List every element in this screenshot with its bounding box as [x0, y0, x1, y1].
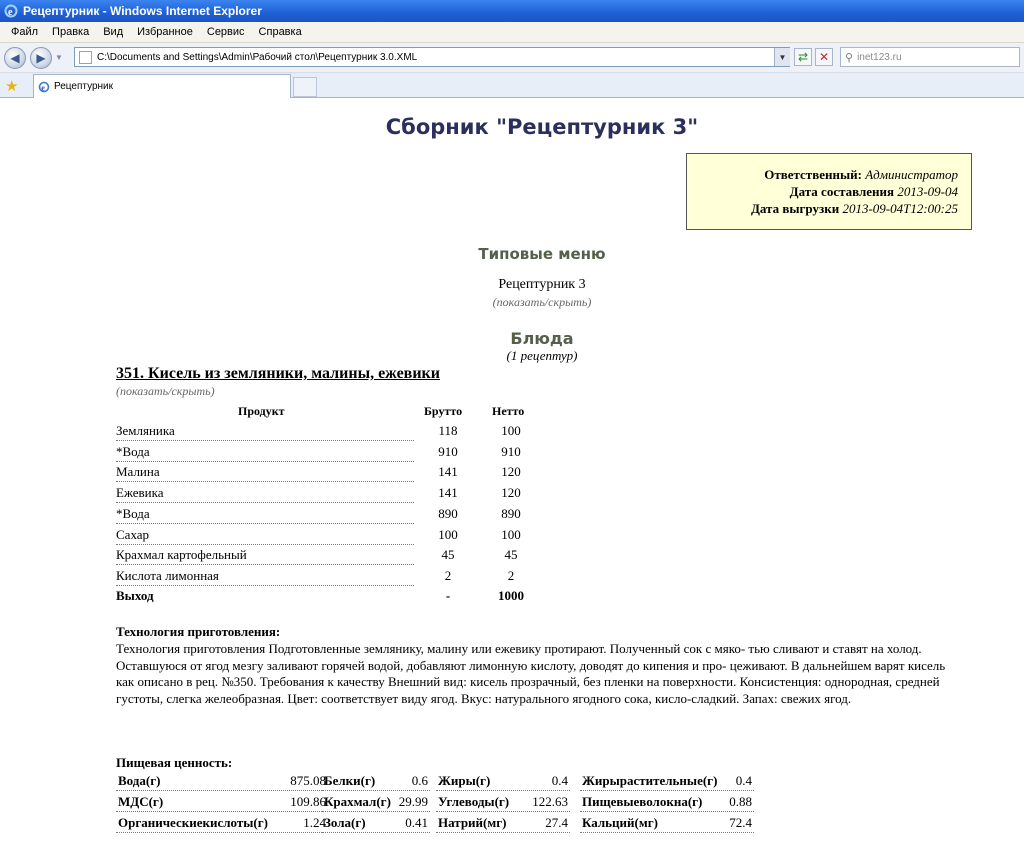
- product-brutto: 2: [444, 568, 452, 583]
- column-header-product: Продукт: [238, 404, 285, 418]
- output-brutto: -: [445, 588, 451, 603]
- recipe-show-hide-link[interactable]: (показать/скрыть): [116, 384, 215, 398]
- window-title: Рецептурник - Windows Internet Explorer: [23, 4, 262, 18]
- page-title: Сборник "Рецептурник 3": [385, 115, 699, 139]
- back-arrow-icon: ◀: [10, 50, 20, 65]
- table-row: [116, 483, 536, 504]
- menu-help[interactable]: Справка: [258, 26, 302, 38]
- menu-bar: [0, 22, 1024, 43]
- nutrition-value: 0.41: [405, 815, 428, 830]
- address-field[interactable]: [74, 47, 790, 67]
- ie-logo-icon: [4, 4, 18, 18]
- product-name: Сахар: [116, 525, 414, 545]
- table-row: [116, 504, 536, 525]
- table-row: [116, 545, 536, 566]
- nutrition-cell: [580, 771, 754, 791]
- nutrition-label: Вода(г): [118, 773, 161, 788]
- product-netto: 100: [501, 423, 521, 438]
- nutrition-value: 109.86: [290, 794, 326, 809]
- product-netto: 100: [501, 527, 521, 542]
- product-netto: 910: [501, 444, 521, 459]
- search-input[interactable]: [840, 47, 1020, 67]
- new-tab-button[interactable]: [293, 77, 317, 97]
- product-brutto: 890: [438, 506, 458, 521]
- stop-button[interactable]: [815, 48, 833, 66]
- product-name: *Вода: [116, 504, 414, 524]
- product-name: Ежевика: [116, 483, 414, 503]
- product-brutto: 100: [438, 527, 458, 542]
- table-row: [116, 462, 536, 483]
- nutrition-value: 27.4: [545, 815, 568, 830]
- product-netto: 2: [507, 568, 515, 583]
- menu-edit[interactable]: Правка: [52, 26, 90, 38]
- product-netto: 890: [501, 506, 521, 521]
- product-netto: 120: [501, 464, 521, 479]
- nutrition-value: 0.4: [551, 773, 568, 788]
- forward-button[interactable]: [30, 47, 52, 69]
- product-brutto: 118: [438, 423, 458, 438]
- window-titlebar: [0, 0, 1024, 22]
- menu-favorites[interactable]: Избранное: [137, 26, 193, 38]
- nutrition-cell: [436, 792, 570, 812]
- nutrition-cell: [116, 813, 328, 833]
- nutrition-label: Зола(г): [324, 815, 366, 830]
- product-brutto: 141: [438, 464, 458, 479]
- technology-text: Технология приготовления Подготовленные землянику, малину или ежевику протирают. Полученный сок с мяко- тью сливают и ставят на холод. Оставшуюся от ягод мезгу заливают горячей водой, добавляют лимонную кислоту, доводят до кипения и про- цеживают. В дальнейшем варят кисель как описано в рец. №350. Требования к качеству Внешний вид: кисель прозрачный, без пленки на поверхности. Консистенция: однородная, средней густоты, слегка желеобразная. Цвет: соответствует виду ягод. Вкус: натурального ягодного сока, кисло-сладкий. Запах: свежих ягод.: [116, 641, 946, 706]
- output-row: [116, 586, 536, 607]
- nutrition-value: 1.24: [303, 815, 326, 830]
- nutrition-value: 122.63: [532, 794, 568, 809]
- responsible-value: Администратор: [865, 167, 958, 182]
- output-netto: 1000: [498, 588, 524, 603]
- nutrition-label: Органическиекислоты(г): [118, 815, 268, 830]
- menu-show-hide-link[interactable]: (показать/скрыть): [492, 295, 592, 309]
- dishes-heading: Блюда: [510, 329, 574, 348]
- date-label: Дата составления: [789, 184, 895, 199]
- menu-tools[interactable]: Сервис: [206, 26, 245, 38]
- nutrition-label: МДС(г): [118, 794, 164, 809]
- product-netto: 45: [504, 547, 518, 562]
- product-name: Земляника: [116, 421, 414, 441]
- column-header-brutto: Брутто: [424, 404, 463, 418]
- export-label: Дата выгрузки: [750, 201, 840, 216]
- nutrition-heading: Пищевая ценность:: [116, 755, 233, 770]
- menu-name: Рецептурник 3: [498, 277, 586, 292]
- search-placeholder: inet123.ru: [857, 51, 902, 63]
- stop-icon: ✕: [818, 50, 830, 64]
- refresh-button[interactable]: [794, 48, 812, 66]
- product-name: *Вода: [116, 442, 414, 462]
- product-brutto: 141: [438, 485, 458, 500]
- back-button[interactable]: [4, 47, 26, 69]
- page-icon: [79, 51, 92, 64]
- address-text: C:\Documents and Settings\Admin\Рабочий стол\Рецептурник 3.0.XML: [97, 51, 418, 63]
- address-toolbar: [0, 43, 1024, 73]
- table-row: [116, 525, 536, 546]
- product-name: Малина: [116, 462, 414, 482]
- refresh-icon: ⇄: [797, 50, 809, 64]
- nutrition-cell: [436, 771, 570, 791]
- nutrition-label: Белки(г): [324, 773, 376, 788]
- product-brutto: 45: [441, 547, 455, 562]
- product-name: Крахмал картофельный: [116, 545, 414, 565]
- nutrition-value: 29.99: [398, 794, 428, 809]
- nutrition-label: Жиры(г): [438, 773, 491, 788]
- nutrition-label: Натрий(мг): [438, 815, 507, 830]
- document-info-box: [686, 153, 972, 230]
- address-dropdown-button[interactable]: ▼: [774, 48, 790, 66]
- tab-bar: [0, 73, 1024, 98]
- nutrition-value: 875.08: [290, 773, 326, 788]
- ie-tab-icon: [38, 81, 50, 93]
- nutrition-label: Крахмал(г): [324, 794, 391, 809]
- technology-heading: Технология приготовления:: [116, 624, 281, 639]
- nutrition-cell: [436, 813, 570, 833]
- forward-arrow-icon: ▶: [36, 50, 46, 65]
- date-value: 2013-09-04: [897, 184, 958, 199]
- nutrition-cell: [116, 771, 328, 791]
- nutrition-label: Жирырастительные(г): [582, 773, 718, 788]
- output-label: Выход: [116, 588, 154, 603]
- nutrition-cell: [116, 792, 328, 812]
- nutrition-label: Углеводы(г): [438, 794, 510, 809]
- svg-text:e: e: [41, 82, 45, 92]
- nutrition-value: 0.6: [411, 773, 428, 788]
- nutrition-cell: [322, 792, 430, 812]
- product-netto: 120: [501, 485, 521, 500]
- export-value: 2013-09-04T12:00:25: [842, 201, 958, 216]
- favorites-star-icon[interactable]: ★: [5, 78, 19, 95]
- table-row: [116, 566, 536, 587]
- product-brutto: 910: [438, 444, 458, 459]
- product-name: Кислота лимонная: [116, 566, 414, 586]
- nutrition-value: 0.4: [735, 773, 752, 788]
- history-dropdown-icon[interactable]: ▼: [55, 53, 63, 62]
- table-row: [116, 421, 536, 442]
- page-content: [0, 99, 1024, 844]
- menu-view[interactable]: Вид: [103, 26, 124, 38]
- nutrition-value: 72.4: [729, 815, 752, 830]
- svg-text:e: e: [8, 7, 13, 18]
- menus-heading: Типовые меню: [478, 245, 606, 263]
- recipe-title: 351. Кисель из земляники, малины, ежевики: [116, 365, 440, 382]
- nutrition-cell: [322, 771, 430, 791]
- nutrition-value: 0.88: [729, 794, 752, 809]
- dishes-count: (1 рецептур): [506, 348, 578, 363]
- nutrition-label: Кальций(мг): [582, 815, 658, 830]
- table-row: [116, 442, 536, 463]
- tab-recepturnik[interactable]: [33, 74, 291, 98]
- tab-title: Рецептурник: [54, 81, 114, 92]
- menu-file[interactable]: Файл: [11, 26, 39, 38]
- search-icon: ⚲: [845, 51, 854, 64]
- nutrition-cell: [322, 813, 430, 833]
- responsible-label: Ответственный:: [764, 167, 862, 182]
- column-header-netto: Нетто: [492, 404, 525, 418]
- nutrition-cell: [580, 792, 754, 812]
- nutrition-label: Пищевыеволокна(г): [582, 794, 703, 809]
- nutrition-cell: [580, 813, 754, 833]
